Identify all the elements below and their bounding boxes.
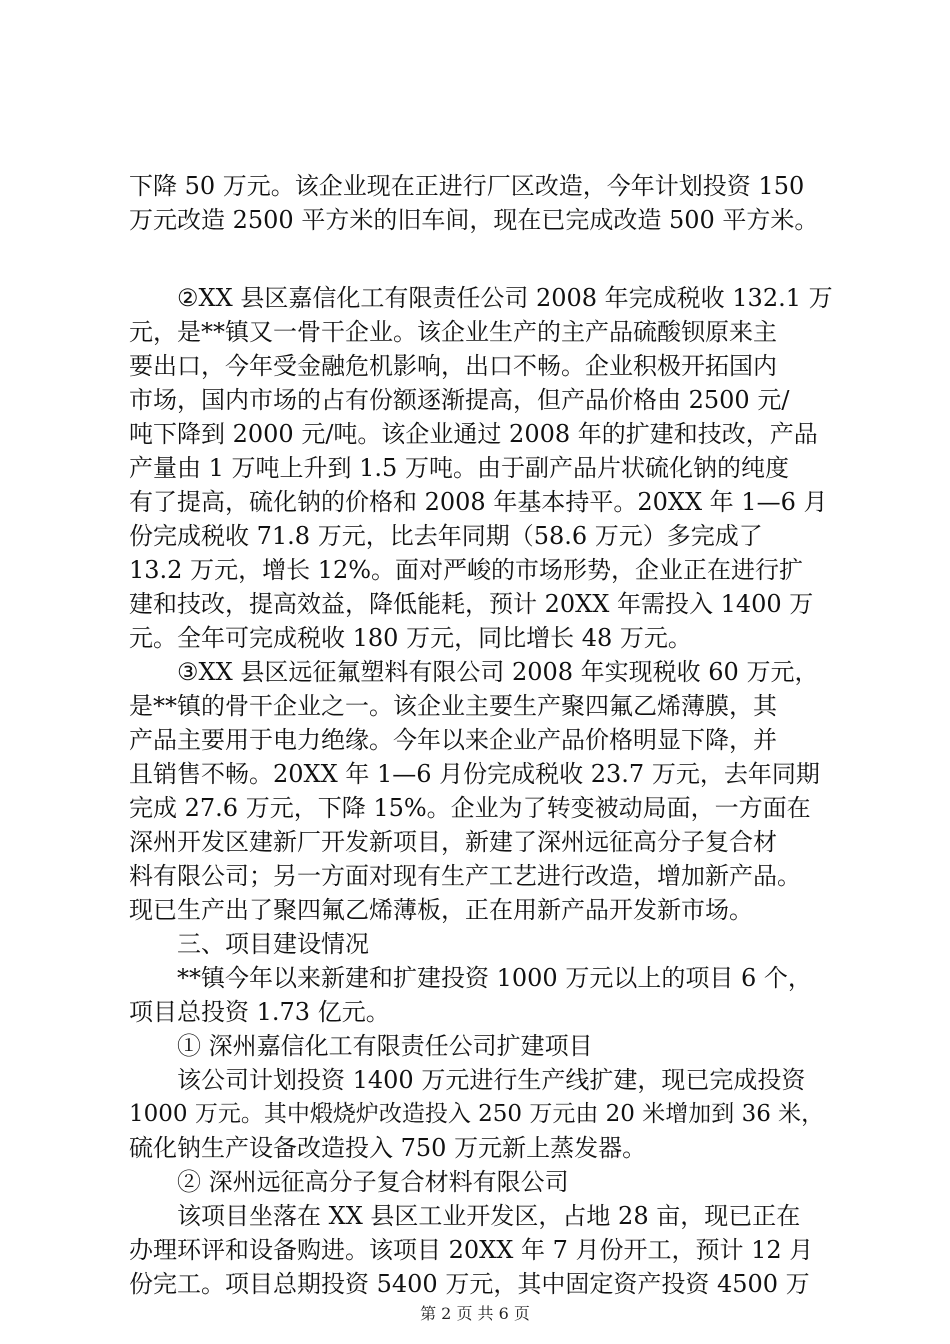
subheading: ① 深州嘉信化工有限责任公司扩建项目 [177,1032,593,1060]
page-number-footer: 第 2 页 共 6 页 [420,1304,530,1323]
text-line: **镇今年以来新建和扩建投资 1000 万元以上的项目 6 个， [177,964,812,992]
text-line: 产量由 1 万吨上升到 1.5 万吨。由于副产品片状硫化钠的纯度 [129,454,789,482]
text-line: 万元改造 2500 平方米的旧车间，现在已完成改造 500 平方米。 [129,206,819,234]
section-heading: 三、项目建设情况 [177,930,369,958]
text-line: 现已生产出了聚四氟乙烯薄板，正在用新产品开发新市场。 [129,896,753,924]
text-line: 深州开发区建新厂开发新项目，新建了深州远征高分子复合材 [129,828,777,856]
text-line: 料有限公司；另一方面对现有生产工艺进行改造，增加新产品。 [129,862,801,890]
text-line: 有了提高，硫化钠的价格和 2008 年基本持平。20XX 年 1—6 月 [129,488,828,516]
text-line: 是**镇的骨干企业之一。该企业主要生产聚四氟乙烯薄膜，其 [129,692,777,720]
text-line: 元。全年可完成税收 180 万元，同比增长 48 万元。 [129,624,692,652]
text-line: 下降 50 万元。该企业现在正进行厂区改造，今年计划投资 150 [129,172,805,200]
text-line: 市场，国内市场的占有份额逐渐提高，但产品价格由 2500 元/ [129,386,790,414]
text-line: 办理环评和设备购进。该项目 20XX 年 7 月份开工，预计 12 月 [129,1236,814,1264]
text-line: 1000 万元。其中煅烧炉改造投入 250 万元由 20 米增加到 36 米， [129,1101,825,1127]
text-line: 产品主要用于电力绝缘。今年以来企业产品价格明显下降，并 [129,726,777,754]
text-line: 份完工。项目总期投资 5400 万元，其中固定资产投资 4500 万 [129,1270,810,1298]
text-line: 该公司计划投资 1400 万元进行生产线扩建，现已完成投资 [177,1066,806,1094]
text-line: 硫化钠生产设备改造投入 750 万元新上蒸发器。 [129,1134,647,1162]
text-line: 项目总投资 1.73 亿元。 [129,998,390,1026]
text-line: 吨下降到 2000 元/吨。该企业通过 2008 年的扩建和技改，产品 [129,420,818,448]
text-line: 且销售不畅。20XX 年 1—6 月份完成税收 23.7 万元，去年同期 [129,760,820,788]
text-line: 建和技改，提高效益，降低能耗，预计 20XX 年需投入 1400 万 [129,590,814,618]
subheading: ② 深州远征高分子复合材料有限公司 [177,1168,569,1196]
text-line: ③XX 县区远征氟塑料有限公司 2008 年实现税收 60 万元， [177,658,819,686]
text-line: 该项目坐落在 XX 县区工业开发区，占地 28 亩，现已正在 [177,1202,801,1230]
text-line: 13.2 万元，增长 12%。面对严峻的市场形势，企业正在进行扩 [129,556,804,584]
text-line: 要出口，今年受金融危机影响，出口不畅。企业积极开拓国内 [129,352,777,380]
text-line: 份完成税收 71.8 万元，比去年同期（58.6 万元）多完成了 [129,522,763,550]
text-line: ②XX 县区嘉信化工有限责任公司 2008 年完成税收 132.1 万 [177,284,833,312]
text-line: 完成 27.6 万元，下降 15%。企业为了转变被动局面，一方面在 [129,794,811,822]
text-line: 元，是**镇又一骨干企业。该企业生产的主产品硫酸钡原来主 [129,318,777,346]
